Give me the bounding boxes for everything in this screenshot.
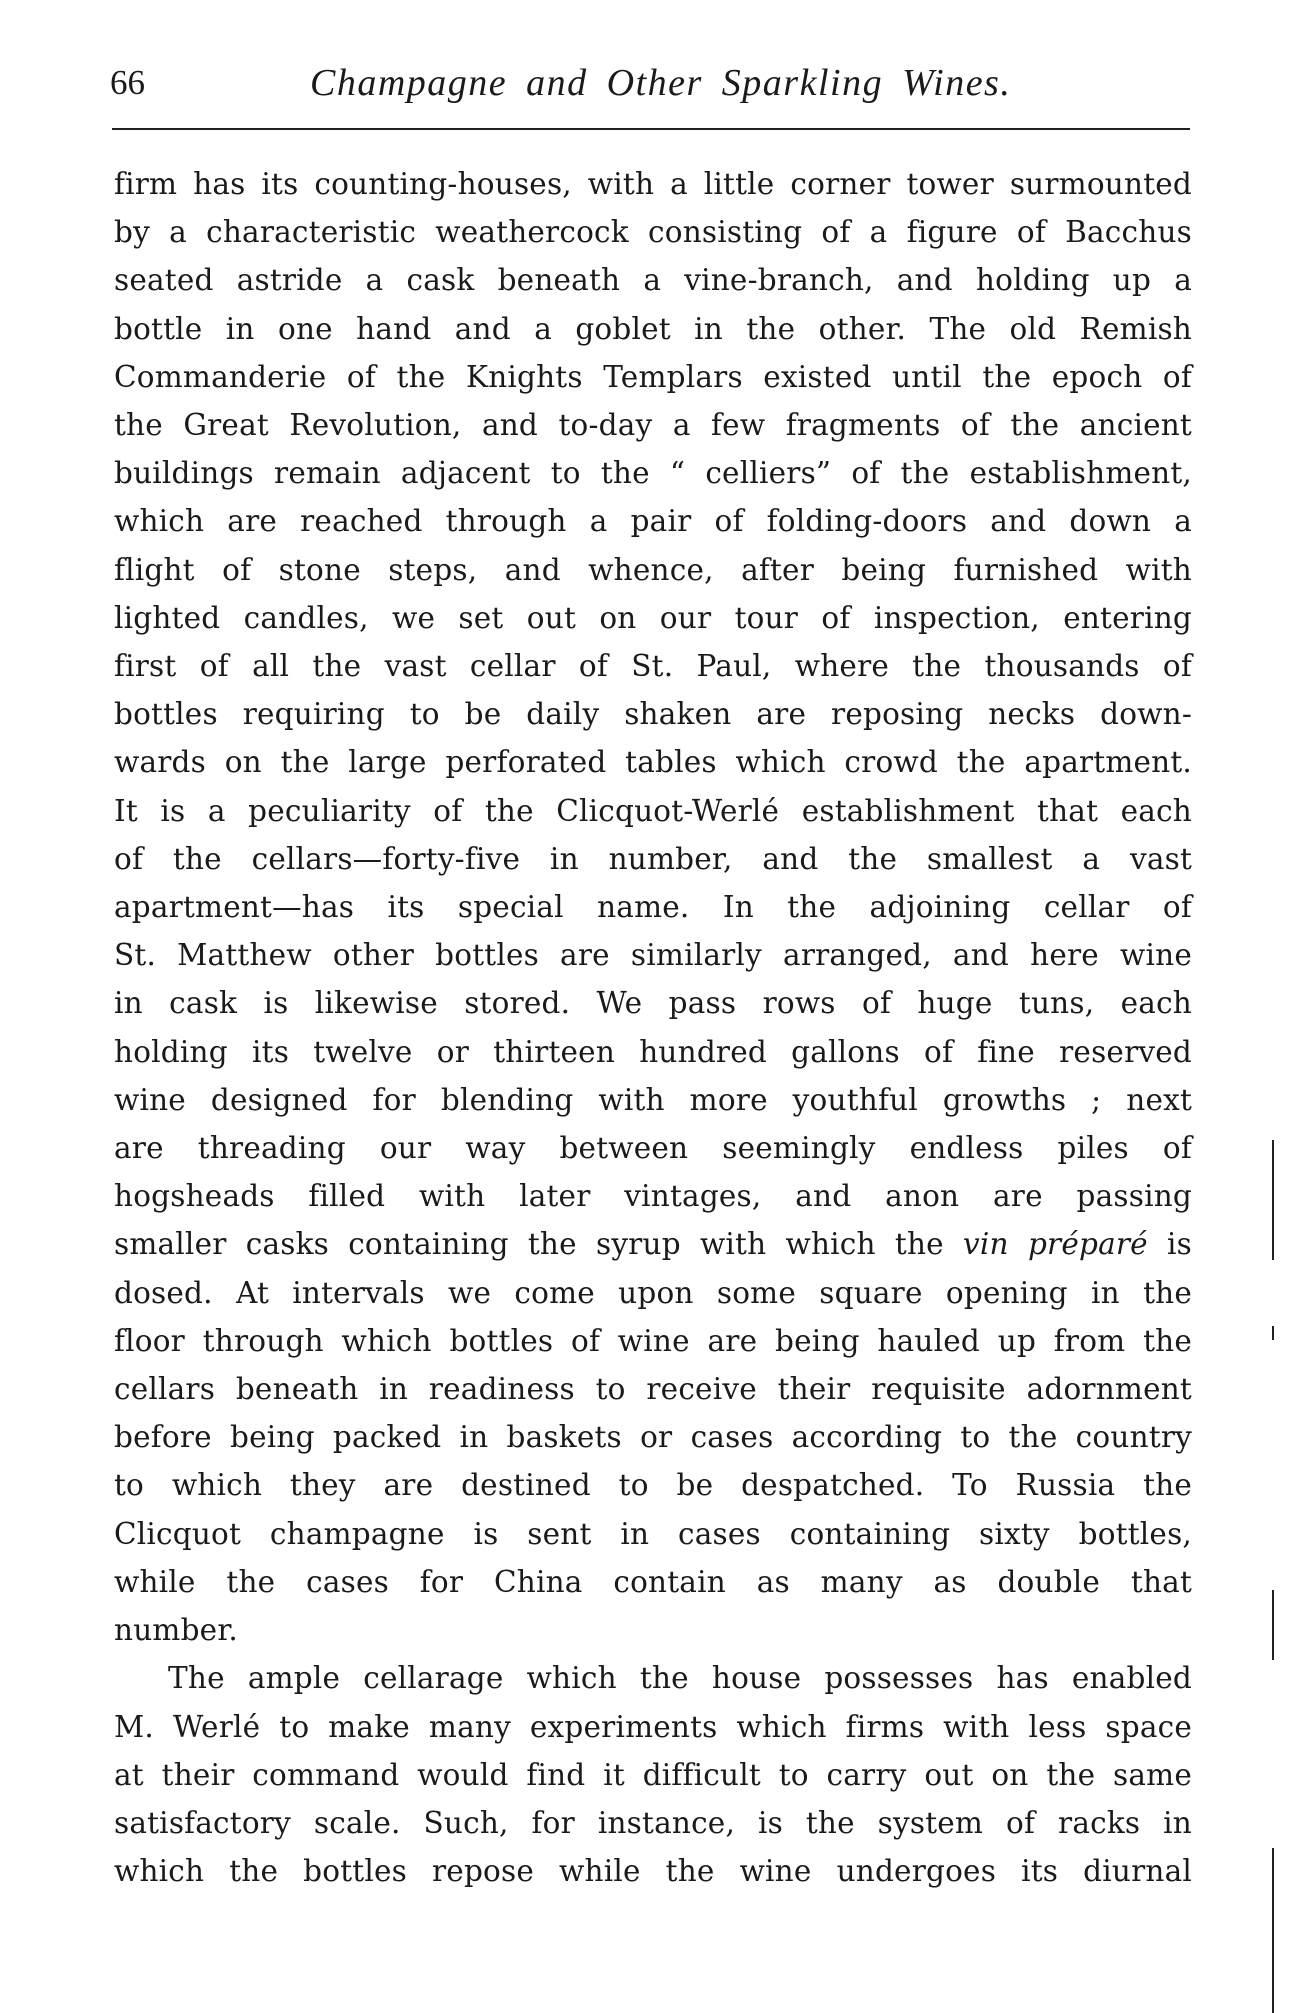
running-head bbox=[110, 58, 1190, 108]
text-line: It is a peculiarity of the Clicquot-Werlé establishment that each bbox=[114, 793, 1192, 828]
paragraph-1 bbox=[114, 160, 1192, 1606]
text-line: flight of stone steps, and whence, after being furnished with bbox=[114, 552, 1192, 587]
margin-scan-mark bbox=[1272, 1590, 1274, 1660]
text-line: buildings remain adjacent to the “ celliers” of the establishment, bbox=[114, 456, 1192, 491]
text-line: hogsheads filled with later vintages, and anon are passing bbox=[114, 1179, 1192, 1214]
header-rule bbox=[112, 128, 1190, 130]
margin-scan-mark bbox=[1272, 1140, 1274, 1260]
text-line: to which they are destined to be despatched. To Russia the bbox=[114, 1468, 1192, 1503]
text-line: are threading our way between seemingly endless piles of bbox=[114, 1131, 1192, 1166]
italic-phrase: vin préparé bbox=[963, 1227, 1148, 1262]
text-line: the Great Revolution, and to-day a few fragments of the ancient bbox=[114, 408, 1192, 443]
text-line: which are reached through a pair of folding-doors and down a bbox=[114, 504, 1192, 539]
text-line: before being packed in baskets or cases according to the country bbox=[114, 1420, 1192, 1455]
running-title: Champagne and Other Sparkling Wines. bbox=[310, 62, 1012, 104]
text-line: bottles requiring to be daily shaken are reposing necks down- bbox=[114, 697, 1192, 732]
text-line: floor through which bottles of wine are being hauled up from the bbox=[114, 1323, 1192, 1358]
text-line: holding its twelve or thirteen hundred gallons of fine reserved bbox=[114, 1034, 1192, 1069]
text-line: in cask is likewise stored. We pass rows of huge tuns, each bbox=[114, 986, 1192, 1021]
text-line: Commanderie of the Knights Templars existed until the epoch of bbox=[114, 359, 1192, 394]
text-line: satisfactory scale. Such, for instance, is the system of racks in bbox=[114, 1805, 1192, 1840]
text-line: which the bottles repose while the wine undergoes its diurnal bbox=[114, 1854, 1192, 1889]
text-line: The ample cellarage which the house possesses has enabled bbox=[168, 1661, 1192, 1696]
text-fragment: smaller casks containing the syrup with which the bbox=[114, 1227, 964, 1262]
text-line: lighted candles, we set out on our tour of inspection, entering bbox=[114, 600, 1192, 635]
text-fragment: is bbox=[1147, 1227, 1193, 1262]
text-line: dosed. At intervals we come upon some square opening in the bbox=[114, 1275, 1192, 1310]
paragraph-2 bbox=[114, 1654, 1192, 1702]
text-line: firm has its counting-houses, with a little corner tower surmounted bbox=[114, 167, 1192, 201]
text-line: wine designed for blending with more youthful growths ; next bbox=[114, 1082, 1192, 1117]
paragraph-1-end bbox=[114, 1606, 1192, 1654]
body-text bbox=[114, 160, 1192, 1895]
text-line: number. bbox=[114, 1613, 238, 1648]
text-line: at their command would find it difficult to carry out on the same bbox=[114, 1757, 1192, 1792]
text-line-with-italic bbox=[114, 1220, 1192, 1268]
text-line: wards on the large perforated tables which crowd the apartment. bbox=[114, 745, 1192, 780]
text-line: while the cases for China contain as many as double that bbox=[114, 1564, 1192, 1599]
page-number: 66 bbox=[110, 63, 145, 102]
text-line: seated astride a cask beneath a vine-branch, and holding up a bbox=[114, 263, 1192, 298]
text-line: first of all the vast cellar of St. Paul, where the thousands of bbox=[114, 649, 1192, 684]
paragraph-2-cont bbox=[114, 1703, 1192, 1896]
text-line: bottle in one hand and a goblet in the other. The old Remish bbox=[114, 311, 1192, 346]
text-line: cellars beneath in readiness to receive their requisite adornment bbox=[114, 1372, 1192, 1407]
text-line: by a characteristic weathercock consisting of a figure of Bacchus bbox=[114, 215, 1192, 250]
text-line: St. Matthew other bottles are similarly arranged, and here wine bbox=[114, 938, 1192, 973]
margin-scan-mark bbox=[1272, 1326, 1274, 1340]
text-line: Clicquot champagne is sent in cases containing sixty bottles, bbox=[114, 1516, 1192, 1551]
margin-scan-mark bbox=[1272, 1848, 1274, 2013]
text-line: M. Werlé to make many experiments which firms with less space bbox=[114, 1709, 1192, 1744]
text-line: of the cellars—forty-five in number, and the smallest a vast bbox=[114, 841, 1192, 876]
text-line: apartment—has its special name. In the adjoining cellar of bbox=[114, 890, 1192, 925]
